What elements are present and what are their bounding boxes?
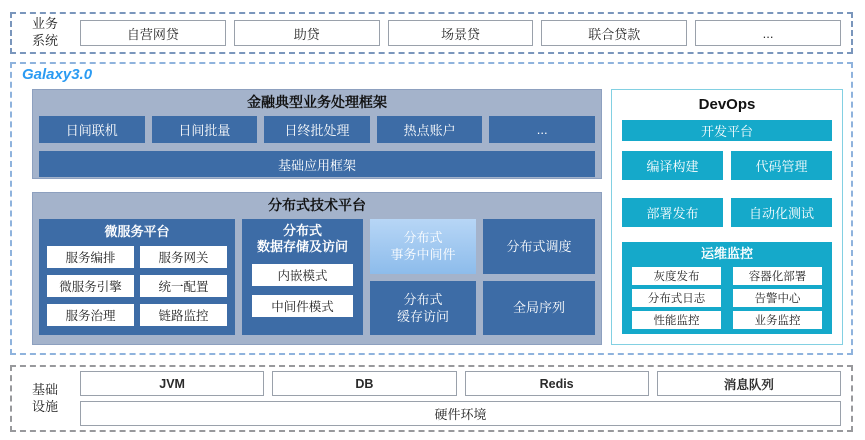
micro-box-trace-monitoring: 链路监控 <box>140 304 227 326</box>
micro-box-unified-config: 统一配置 <box>140 275 227 297</box>
micro-box-microservice-engine: 微服务引擎 <box>47 275 134 297</box>
ops-monitoring-grid <box>632 267 822 329</box>
infrastructure-band <box>10 365 853 432</box>
finance-framework-title: 金融典型业务处理框架 <box>247 94 387 110</box>
devops-panel <box>611 89 843 345</box>
microservice-grid <box>47 246 227 326</box>
devops-dev-platform-box: 开发平台 <box>622 120 832 141</box>
business-box-self-lending: 自营网贷 <box>80 20 226 46</box>
devops-row-2 <box>622 198 832 227</box>
finance-box-more: ... <box>489 116 595 143</box>
storage-box-middleware-mode: 中间件模式 <box>252 295 353 317</box>
finance-box-daytime-batch: 日间批量 <box>152 116 258 143</box>
global-sequence-box: 全局序列 <box>483 281 595 336</box>
distributed-platform-panel <box>32 192 602 345</box>
finance-box-hot-account: 热点账户 <box>377 116 483 143</box>
galaxy-version-label: Galaxy3.0 <box>22 66 93 83</box>
distributed-cache-box: 分布式 缓存访问 <box>370 281 476 336</box>
ops-box-performance-monitoring: 性能监控 <box>632 311 721 329</box>
infra-box-db: DB <box>272 371 456 396</box>
finance-framework-row <box>39 116 595 143</box>
distributed-schedule-box: 分布式调度 <box>483 219 595 274</box>
ops-monitoring-panel <box>622 242 832 334</box>
galaxy-body <box>32 89 843 345</box>
distributed-platform-grid <box>39 219 595 335</box>
finance-framework-panel <box>32 89 602 179</box>
finance-box-eod-batch: 日终批处理 <box>264 116 370 143</box>
microservice-platform-panel <box>39 219 235 335</box>
devops-row-1 <box>622 151 832 180</box>
distributed-transaction-box: 分布式 事务中间件 <box>370 219 476 274</box>
finance-box-daytime-online: 日间联机 <box>39 116 145 143</box>
devops-title: DevOps <box>698 96 756 113</box>
business-systems-band <box>10 12 853 54</box>
ops-box-containerized-deployment: 容器化部署 <box>733 267 822 285</box>
devops-box-code-management: 代码管理 <box>731 151 832 180</box>
distributed-storage-panel <box>242 219 363 335</box>
business-box-joint-lending: 联合贷款 <box>541 20 687 46</box>
ops-box-distributed-logging: 分布式日志 <box>632 289 721 307</box>
infrastructure-row <box>80 371 841 396</box>
base-application-framework-bar: 基础应用框架 <box>39 151 595 177</box>
business-box-assisted-lending: 助贷 <box>234 20 380 46</box>
microservice-platform-title: 微服务平台 <box>104 224 170 239</box>
hardware-environment-bar: 硬件环境 <box>80 401 841 426</box>
infrastructure-boxes <box>80 371 841 426</box>
business-box-more: ... <box>695 20 841 46</box>
micro-box-service-governance: 服务治理 <box>47 304 134 326</box>
galaxy-container <box>10 62 853 355</box>
devops-box-build: 编译构建 <box>622 151 723 180</box>
distributed-storage-title: 分布式 数据存储及访问 <box>256 223 348 254</box>
storage-box-embedded-mode: 内嵌模式 <box>252 264 353 286</box>
ops-box-alert-center: 告警中心 <box>733 289 822 307</box>
distributed-middle-column <box>370 219 476 335</box>
galaxy-left-column <box>32 89 602 345</box>
business-systems-label: 业务系统 <box>32 16 59 48</box>
distributed-right-column <box>483 219 595 335</box>
infrastructure-label: 基础设施 <box>32 381 59 414</box>
infra-box-jvm: JVM <box>80 371 264 396</box>
micro-box-service-orchestration: 服务编排 <box>47 246 134 268</box>
distributed-platform-title: 分布式技术平台 <box>268 197 366 213</box>
business-systems-boxes <box>80 20 841 46</box>
infra-box-redis: Redis <box>465 371 649 396</box>
ops-monitoring-title: 运维监控 <box>700 246 753 261</box>
devops-box-deploy-release: 部署发布 <box>622 198 723 227</box>
business-box-scenario-lending: 场景贷 <box>388 20 534 46</box>
ops-box-business-monitoring: 业务监控 <box>733 311 822 329</box>
ops-box-gray-release: 灰度发布 <box>632 267 721 285</box>
devops-box-automated-testing: 自动化测试 <box>731 198 832 227</box>
infra-box-message-queue: 消息队列 <box>657 371 841 396</box>
micro-box-service-gateway: 服务网关 <box>140 246 227 268</box>
